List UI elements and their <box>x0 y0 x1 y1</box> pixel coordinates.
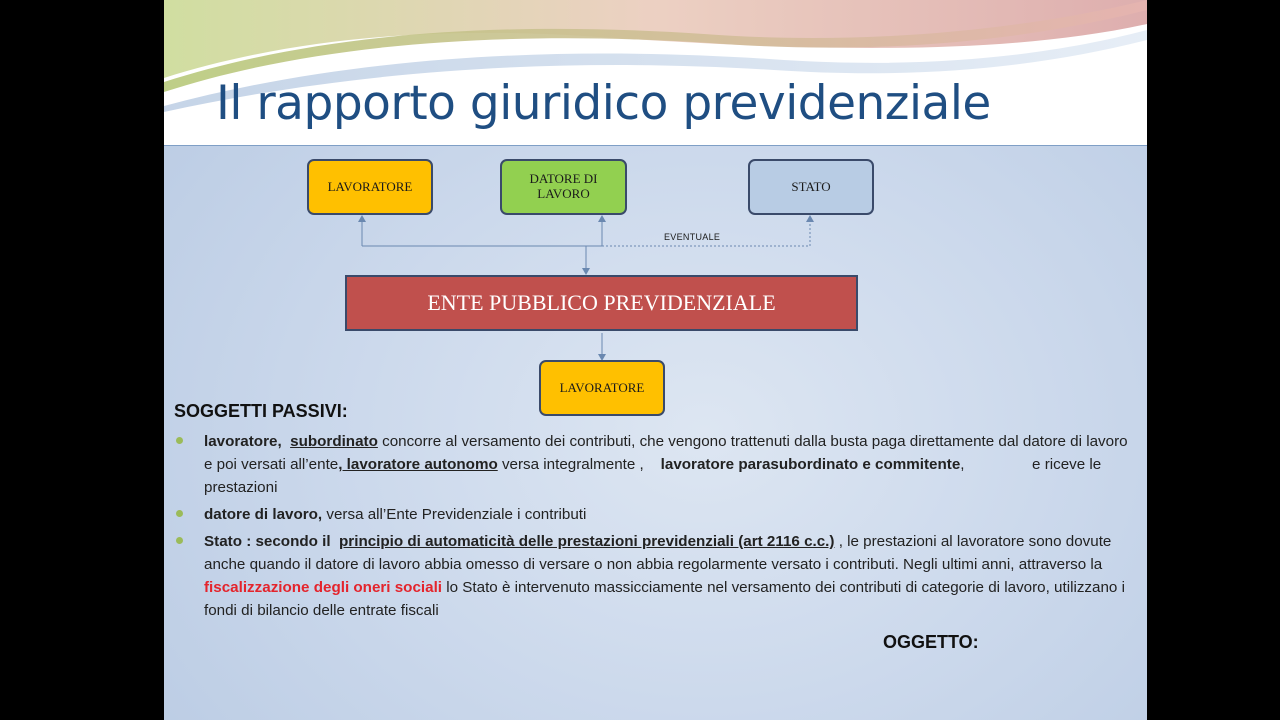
bullet-icon <box>176 510 183 517</box>
list-item <box>184 430 1129 499</box>
box-stato: STATO <box>748 159 874 215</box>
box-lavoratore: LAVORATORE <box>307 159 433 215</box>
item-term: Stato : secondo il <box>204 533 331 550</box>
soggetti-passivi-heading: SOGGETTI PASSIVI: <box>174 401 348 421</box>
box-lavoratore-bottom: LAVORATORE <box>539 360 665 416</box>
item-term: datore di lavoro, <box>204 506 323 523</box>
arrowhead-stato <box>806 215 814 222</box>
arrowhead-lavoratore <box>358 215 366 222</box>
item-text: e riceve le prestazioni <box>204 456 1102 496</box>
item-term: lavoratore parasubordinato e commitente <box>660 456 961 473</box>
box-datore-di-lavoro <box>500 159 627 215</box>
item-highlight: fiscalizzazione degli oneri sociali <box>204 579 443 596</box>
arrowhead-ente <box>582 268 590 275</box>
eventuale-label: EVENTUALE <box>664 232 721 242</box>
soggetti-list <box>184 430 1129 626</box>
box-ente-pubblico-previdenziale: ENTE PUBBLICO PREVIDENZIALE <box>345 275 858 331</box>
item-text: lo Stato è intervenuto massicciamente nel versamento dei contributi di categorie di lavoro, utilizzano i fondi di bilancio delle entrate fiscali <box>204 579 1125 619</box>
bullet-icon <box>176 437 183 444</box>
bullet-icon <box>176 537 183 544</box>
box-datore-label: DATORE DI LAVORO <box>529 171 598 201</box>
list-item <box>184 503 1129 526</box>
item-term-underlined: principio di automaticità delle prestazioni previdenziali (art 2116 c.c.) <box>339 533 835 550</box>
item-term-underlined: subordinato <box>290 433 378 450</box>
item-term-underlined: , lavoratore autonomo <box>338 456 498 473</box>
list-item <box>184 530 1129 622</box>
item-text: , le prestazioni al lavoratore sono dovute anche quando il datore di lavoro abbia omesso di versare o non abbia regolarmente versato i contributi. Negli ultimi anni, attraverso la <box>204 533 1112 573</box>
item-text: concorre al versamento dei contributi, che vengono trattenuti dalla busta paga direttamente dal datore di lavoro e poi versati all’ente <box>204 433 1128 473</box>
item-text: , <box>960 456 965 473</box>
item-term: lavoratore, <box>204 433 282 450</box>
oggetto-heading: OGGETTO: <box>883 632 979 652</box>
slide-title: Il rapporto giuridico previdenziale <box>216 76 991 131</box>
slide <box>164 0 1147 720</box>
item-text: versa integralmente , <box>497 456 644 473</box>
item-text: versa all’Ente Previdenziale i contributi <box>322 506 587 523</box>
arrowhead-datore <box>598 215 606 222</box>
